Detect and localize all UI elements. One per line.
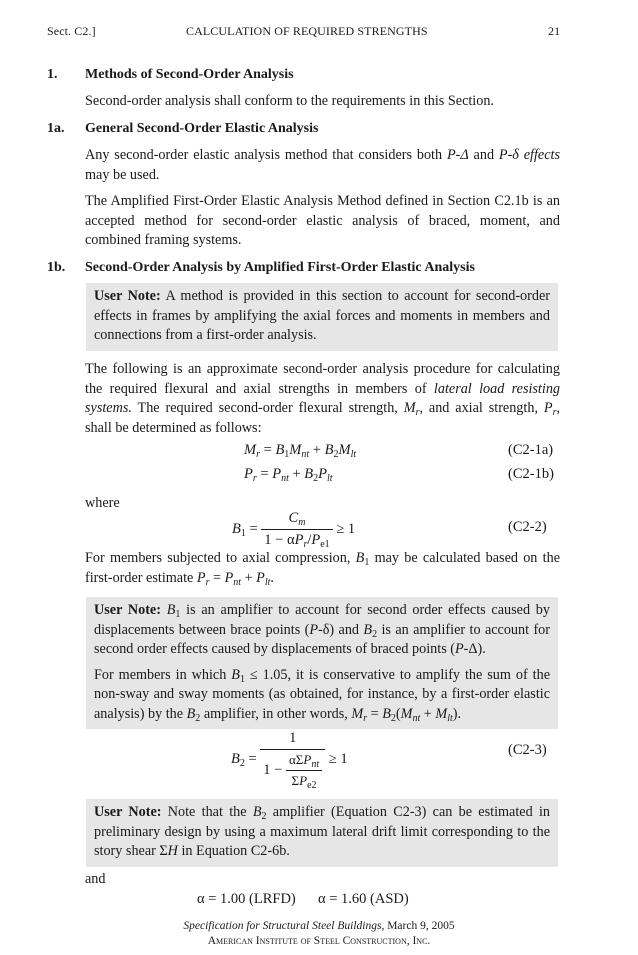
footer-publisher: American Institute of Steel Construction, Inc. [207, 935, 431, 947]
section-1a-number: 1a. [47, 121, 65, 136]
and-label: and [85, 871, 106, 887]
alpha-asd: α = 1.60 (ASD) [318, 891, 409, 907]
equation-number-c2-1a: (C2-1a) [508, 442, 554, 458]
equation-c2-2: $B_1$ = $\frac{C_m}{1 - \alpha P_r/P_{e1}}$ ≥ 1 [232, 510, 356, 550]
equation-c2-1b: $P_r = P_{nt} + B_2P_{lt}$ [244, 466, 333, 484]
user-note-1: User Note: A method is provided in this section to account for second-order effects in frames by amplifying the axial forces and moments in members and connections from a first-order analysis. [86, 283, 558, 351]
equation-number-c2-2: (C2-2) [508, 519, 547, 535]
equation-number-c2-1b: (C2-1b) [508, 466, 554, 482]
page-number: 21 [548, 24, 561, 38]
section-1a-paragraph-2: The Amplified First-Order Elastic Analysis Method defined in Section C2.1b is an accepted method for second-order elastic analysis of braced, moment, and combined framing systems. [85, 193, 560, 248]
b1-paragraph: For members subjected to axial compression, $B_1$ may be calculated based on the first-order estimate $P_r = P_{nt} + P_{lt}$. [85, 550, 560, 588]
section-1-number: 1. [47, 67, 58, 82]
equation-c2-1a: $M_r = B_1M_{nt} + B_2M_{lt}$ [244, 442, 357, 460]
running-header-title: CALCULATION OF REQUIRED STRENGTHS [186, 24, 428, 38]
section-1b-heading: Second-Order Analysis by Amplified First-Order Elastic Analysis [85, 260, 475, 275]
equation-c2-3: $B_2$ = 1 1 − $\frac{\alpha\Sigma P_{nt}}{\Sigma P_{e2}}$ ≥ 1 [231, 730, 348, 791]
procedure-paragraph: The following is an approximate second-order analysis procedure for calculating the required flexural and axial strengths in members of lateral load resisting systems. The required second-order flexural strength, $M_r$, and axial strength, $P_r$, shall be determined as follows: [85, 361, 561, 436]
section-1a-heading: General Second-Order Elastic Analysis [85, 121, 319, 136]
section-1a-paragraph-1: Any second-order elastic analysis method that considers both P-Δ and P-δ effects may be used. [85, 147, 560, 183]
equation-number-c2-3: (C2-3) [508, 742, 547, 758]
footer-citation: Specification for Structural Steel Buildings, March 9, 2005 [183, 920, 455, 932]
user-note-2: User Note: $B_1$ is an amplifier to account for second order effects caused by displacements between brace points (P-δ) and $B_2$ is an amplifier to account for second order effects caused by displacements of braced points (P-Δ). For members in which $B_1 \le 1.05$, it is conservative to amplify the sum of the non-sway and sway moments (as obtained, for instance, by a first-order elastic analysis) by the $B_2$ amplifier, in other words, $M_r = B_2(M_{nt} + M_{lt})$. [86, 597, 558, 729]
alpha-lrfd: α = 1.00 (LRFD) [197, 891, 296, 907]
section-1-heading: Methods of Second-Order Analysis [85, 67, 294, 82]
running-header-section: Sect. C2.] [47, 24, 96, 38]
section-1b-number: 1b. [47, 260, 66, 275]
user-note-3: User Note: Note that the $B_2$ amplifier (Equation C2-3) can be estimated in preliminary design by using a maximum lateral drift limit corresponding to the story shear ΣH in Equation C2-6b. [86, 799, 558, 867]
where-label: where [85, 495, 120, 511]
section-1-text: Second-order analysis shall conform to the requirements in this Section. [85, 93, 494, 109]
